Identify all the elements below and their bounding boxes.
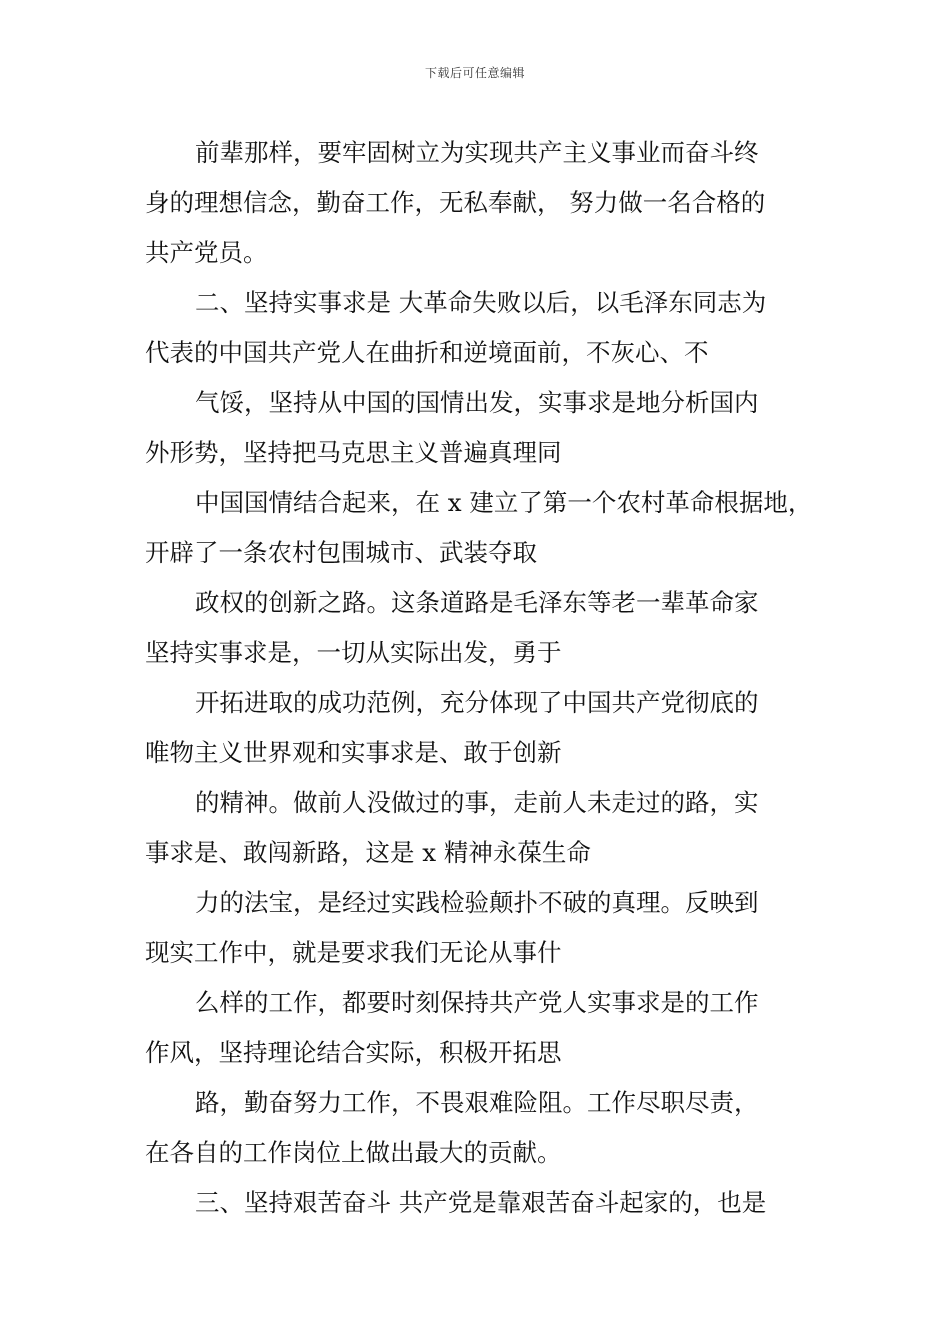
text-line: 代表的中国共产党人在曲折和逆境面前，不灰心、不 xyxy=(145,338,709,367)
text-line: 路，勤奋努力工作，不畏艰难险阻。工作尽职尽责， xyxy=(195,1088,759,1117)
document-body xyxy=(145,128,825,1228)
page-header: 下载后可任意编辑 xyxy=(424,66,525,80)
text-line: 事求是、敢闯新路，这是 x 精神永葆生命 xyxy=(145,838,591,867)
text-line: 唯物主义世界观和实事求是、敢于创新 xyxy=(145,738,562,767)
text-line: 开拓进取的成功范例，充分体现了中国共产党彻底的 xyxy=(195,688,759,717)
text-line: 开辟了一条农村包围城市、武装夺取 xyxy=(145,538,537,567)
text-line: 政权的创新之路。这条道路是毛泽东等老一辈革命家 xyxy=(195,588,759,617)
text-line: 的精神。做前人没做过的事，走前人未走过的路，实 xyxy=(195,788,759,817)
text-line: 力的法宝，是经过实践检验颠扑不破的真理。反映到 xyxy=(195,888,759,917)
paragraph xyxy=(145,378,825,478)
text-line: 在各自的工作岗位上做出最大的贡献。 xyxy=(145,1138,562,1167)
text-line: 么样的工作，都要时刻保持共产党人实事求是的工作 xyxy=(195,988,759,1017)
text-line: 三、坚持艰苦奋斗 共产党是靠艰苦奋斗起家的，也是 xyxy=(195,1188,767,1217)
paragraph xyxy=(145,978,825,1078)
text-line: 现实工作中，就是要求我们无论从事什 xyxy=(145,938,562,967)
paragraph xyxy=(145,478,825,578)
text-line: 外形势，坚持把马克思主义普遍真理同 xyxy=(145,438,562,467)
text-line: 二、坚持实事求是 大革命失败以后，以毛泽东同志为 xyxy=(195,288,767,317)
text-line: 前辈那样，要牢固树立为实现共产主义事业而奋斗终 xyxy=(195,138,759,167)
paragraph xyxy=(145,578,825,678)
text-line: 坚持实事求是，一切从实际出发，勇于 xyxy=(145,638,562,667)
text-line: 中国国情结合起来，在 x 建立了第一个农村革命根据地， xyxy=(195,488,813,517)
paragraph xyxy=(145,878,825,978)
paragraph xyxy=(145,1078,825,1178)
text-line: 气馁，坚持从中国的国情出发，实事求是地分析国内 xyxy=(195,388,759,417)
text-line: 作风，坚持理论结合实际，积极开拓思 xyxy=(145,1038,562,1067)
text-line: 身的理想信念，勤奋工作，无私奉献， 努力做一名合格的 xyxy=(145,188,766,217)
paragraph xyxy=(145,278,825,378)
paragraph xyxy=(145,128,825,278)
paragraph xyxy=(145,1178,825,1228)
text-line: 共产党员。 xyxy=(145,238,268,267)
paragraph xyxy=(145,678,825,778)
paragraph xyxy=(145,778,825,878)
